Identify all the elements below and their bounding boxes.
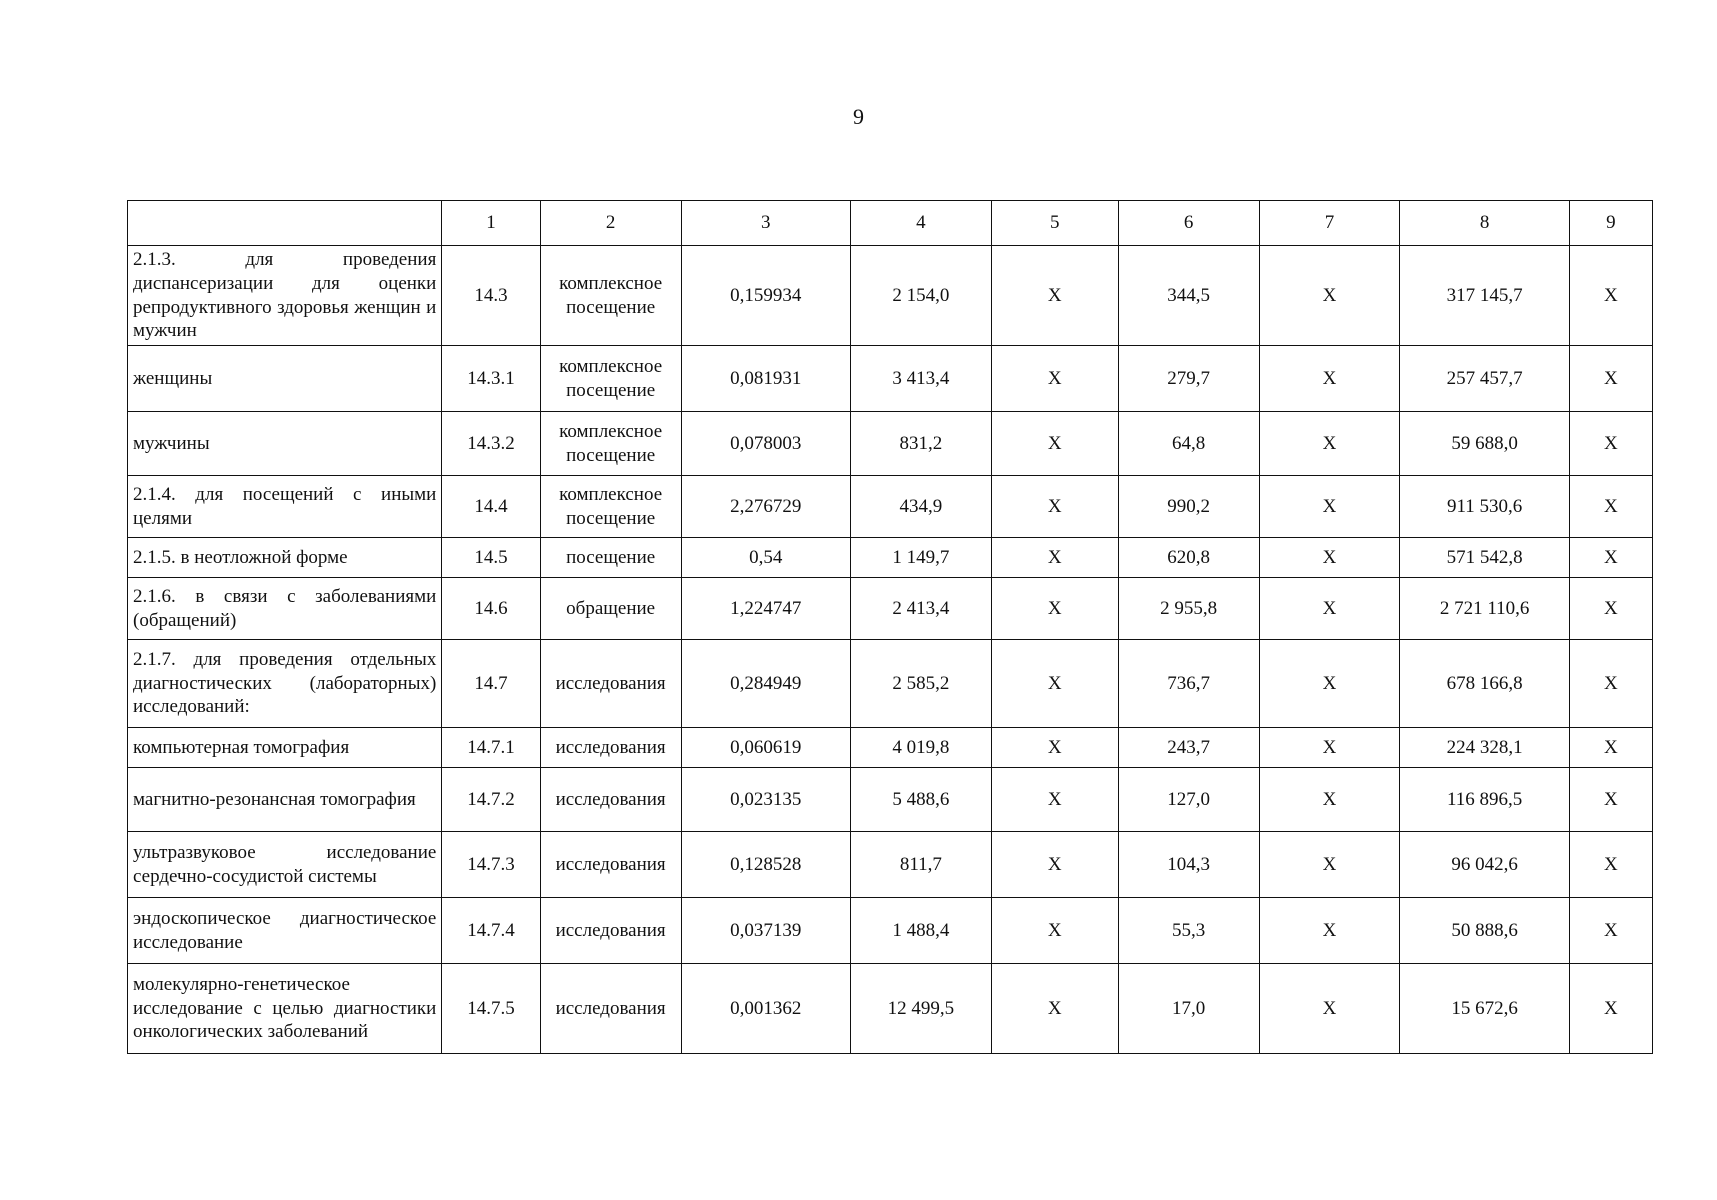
unit-cell: исследования [540,832,681,898]
value-cell: 736,7 [1118,640,1259,728]
value-cell: 620,8 [1118,538,1259,578]
value-cell: 678 166,8 [1400,640,1569,728]
column-header: 9 [1569,201,1652,246]
value-cell: 1 488,4 [850,898,991,964]
row-code-cell: 14.7.3 [442,832,540,898]
value-cell: 571 542,8 [1400,538,1569,578]
value-cell: 911 530,6 [1400,476,1569,538]
column-header: 7 [1259,201,1400,246]
row-code-cell: 14.7.4 [442,898,540,964]
row-name-cell: магнитно-резонансная томография [128,768,442,832]
row-code-cell: 14.3.1 [442,346,540,412]
value-cell: X [991,412,1118,476]
table-row [128,964,1653,1054]
value-cell: 0,001362 [681,964,850,1054]
value-cell: X [1569,412,1652,476]
row-name-cell: ультразвуковое исследование сердечно-сосудистой системы [128,832,442,898]
row-name-cell: компьютерная томография [128,728,442,768]
value-cell: X [991,898,1118,964]
tariff-table [127,200,1653,1054]
value-cell: 64,8 [1118,412,1259,476]
value-cell: X [1259,832,1400,898]
value-cell: X [1569,728,1652,768]
value-cell: 127,0 [1118,768,1259,832]
table-row [128,898,1653,964]
value-cell: X [1569,964,1652,1054]
row-code-cell: 14.7.1 [442,728,540,768]
value-cell: X [991,578,1118,640]
value-cell: X [1569,832,1652,898]
column-header: 4 [850,201,991,246]
row-code-cell: 14.5 [442,538,540,578]
row-code-cell: 14.7 [442,640,540,728]
value-cell: 59 688,0 [1400,412,1569,476]
row-code-cell: 14.3.2 [442,412,540,476]
value-cell: X [1259,728,1400,768]
value-cell: X [991,246,1118,346]
row-code-cell: 14.6 [442,578,540,640]
value-cell: 0,023135 [681,768,850,832]
column-header: 8 [1400,201,1569,246]
row-code-cell: 14.3 [442,246,540,346]
value-cell: 831,2 [850,412,991,476]
row-name-cell: женщины [128,346,442,412]
value-cell: 0,078003 [681,412,850,476]
value-cell: 0,284949 [681,640,850,728]
table-row [128,768,1653,832]
value-cell: 317 145,7 [1400,246,1569,346]
value-cell: X [1259,578,1400,640]
value-cell: 2 721 110,6 [1400,578,1569,640]
page-number: 9 [853,104,864,129]
value-cell: 2 955,8 [1118,578,1259,640]
table-row [128,578,1653,640]
unit-cell: исследования [540,640,681,728]
value-cell: 0,54 [681,538,850,578]
value-cell: 12 499,5 [850,964,991,1054]
value-cell: 0,159934 [681,246,850,346]
value-cell: 243,7 [1118,728,1259,768]
value-cell: 344,5 [1118,246,1259,346]
unit-cell: обращение [540,578,681,640]
column-header: 2 [540,201,681,246]
unit-cell: комплексное посещение [540,346,681,412]
value-cell: 1 149,7 [850,538,991,578]
value-cell: 257 457,7 [1400,346,1569,412]
value-cell: X [1569,476,1652,538]
row-code-cell: 14.7.2 [442,768,540,832]
value-cell: X [991,768,1118,832]
value-cell: 5 488,6 [850,768,991,832]
table-row [128,346,1653,412]
value-cell: 0,037139 [681,898,850,964]
value-cell: X [1569,640,1652,728]
value-cell: X [1259,412,1400,476]
value-cell: X [1569,346,1652,412]
value-cell: X [991,640,1118,728]
value-cell: X [1569,768,1652,832]
unit-cell: комплексное посещение [540,246,681,346]
table-row [128,476,1653,538]
row-name-cell: 2.1.6. в связи с заболеваниями (обращений) [128,578,442,640]
unit-cell: комплексное посещение [540,476,681,538]
value-cell: 4 019,8 [850,728,991,768]
value-cell: X [1569,538,1652,578]
value-cell: X [991,964,1118,1054]
value-cell: 116 896,5 [1400,768,1569,832]
unit-cell: комплексное посещение [540,412,681,476]
value-cell: 0,128528 [681,832,850,898]
unit-cell: исследования [540,898,681,964]
row-code-cell: 14.7.5 [442,964,540,1054]
column-header [128,201,442,246]
row-name-cell: эндоскопическое диагностическое исследование [128,898,442,964]
value-cell: 990,2 [1118,476,1259,538]
table-row [128,640,1653,728]
value-cell: X [1259,346,1400,412]
row-name-cell: 2.1.7. для проведения отдельных диагностических (лабораторных) исследований: [128,640,442,728]
value-cell: 17,0 [1118,964,1259,1054]
value-cell: 279,7 [1118,346,1259,412]
row-name-cell: 2.1.5. в неотложной форме [128,538,442,578]
value-cell: 2 585,2 [850,640,991,728]
table-row [128,832,1653,898]
table-row [128,246,1653,346]
value-cell: X [991,476,1118,538]
value-cell: X [1259,246,1400,346]
column-header: 6 [1118,201,1259,246]
row-name-cell: молекулярно-генетическое исследование с целью диагностики онкологических заболеваний [128,964,442,1054]
value-cell: X [1259,768,1400,832]
value-cell: X [1569,246,1652,346]
value-cell: X [1259,898,1400,964]
value-cell: X [1569,898,1652,964]
unit-cell: посещение [540,538,681,578]
row-name-cell: мужчины [128,412,442,476]
column-header: 3 [681,201,850,246]
table-header-row [128,201,1653,246]
value-cell: 0,081931 [681,346,850,412]
value-cell: 0,060619 [681,728,850,768]
table-row [128,728,1653,768]
value-cell: 96 042,6 [1400,832,1569,898]
value-cell: X [991,538,1118,578]
value-cell: X [991,832,1118,898]
row-code-cell: 14.4 [442,476,540,538]
table-row [128,538,1653,578]
value-cell: 2,276729 [681,476,850,538]
value-cell: 2 413,4 [850,578,991,640]
unit-cell: исследования [540,728,681,768]
value-cell: 434,9 [850,476,991,538]
value-cell: 811,7 [850,832,991,898]
value-cell: X [1259,538,1400,578]
value-cell: 55,3 [1118,898,1259,964]
column-header: 1 [442,201,540,246]
value-cell: 50 888,6 [1400,898,1569,964]
value-cell: X [1259,476,1400,538]
value-cell: X [1259,640,1400,728]
value-cell: 2 154,0 [850,246,991,346]
value-cell: X [1569,578,1652,640]
value-cell: 15 672,6 [1400,964,1569,1054]
value-cell: X [991,346,1118,412]
value-cell: 224 328,1 [1400,728,1569,768]
row-name-cell: 2.1.4. для посещений с иными целями [128,476,442,538]
value-cell: 104,3 [1118,832,1259,898]
value-cell: 3 413,4 [850,346,991,412]
row-name-cell: 2.1.3. для проведения диспансеризации для оценки репродуктивного здоровья женщин и мужчин [128,246,442,346]
value-cell: 1,224747 [681,578,850,640]
unit-cell: исследования [540,768,681,832]
table-row [128,412,1653,476]
unit-cell: исследования [540,964,681,1054]
value-cell: X [1259,964,1400,1054]
column-header: 5 [991,201,1118,246]
value-cell: X [991,728,1118,768]
